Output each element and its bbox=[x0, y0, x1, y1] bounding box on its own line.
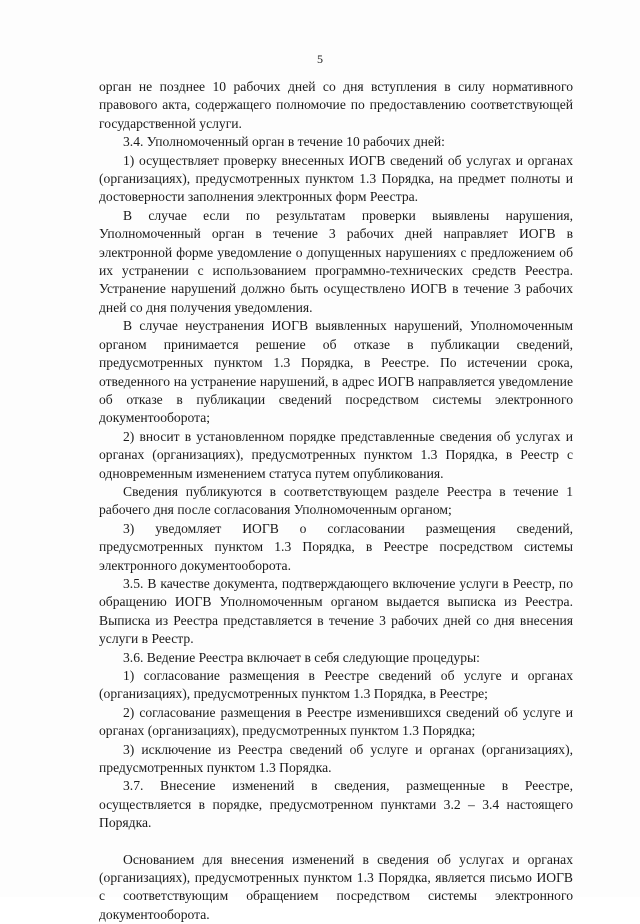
paragraph: В случае если по результатам проверки выявлены нарушения, Уполномоченный орган в течение 3 рабочих дней направляет ИОГВ в электронной форме уведомление о допущенных нарушениях с предложением об их устранении с использованием программно-технических средств Реестра. Устранение нарушений должно быть осуществлено ИОГВ в течение 3 рабочих дней со дня получения уведомления. bbox=[99, 207, 573, 315]
paragraph: 3.5. В качестве документа, подтверждающего включение услуги в Реестр, по обращению ИОГВ Уполномоченным органом выдается выписка из Реестра. Выписка из Реестра представляется в течение 3 рабочих дней со дня внесения услуги в Реестр. bbox=[99, 575, 573, 647]
document-body bbox=[99, 78, 573, 924]
paragraph: 3) исключение из Реестра сведений об услуге и органах (организациях), предусмотренных пунктом 1.3 Порядка. bbox=[99, 741, 573, 776]
paragraph: 1) осуществляет проверку внесенных ИОГВ сведений об услугах и органах (организациях), предусмотренных пунктом 1.3 Порядка, на предмет полноты и достоверности заполнения электронных форм Реестра. bbox=[99, 152, 573, 205]
paragraph: 3.6. Ведение Реестра включает в себя следующие процедуры: bbox=[123, 649, 480, 665]
paragraph: 2) согласование размещения в Реестре изменившихся сведений об услуге и органах (организациях), предусмотренных пунктом 1.3 Порядка; bbox=[99, 704, 573, 739]
paragraph: орган не позднее 10 рабочих дней со дня вступления в силу нормативного правового акта, содержащего полномочие по предоставлению соответствующей государственной услуги. bbox=[99, 79, 573, 131]
paragraph: Основанием для внесения изменений в сведения об услугах и органах (организациях), предусмотренных пунктом 1.3 Порядка, является письмо ИОГВ с соответствующим обращением посредством системы электронного документооборота. bbox=[99, 851, 573, 922]
paragraph: 3.4. Уполномоченный орган в течение 10 рабочих дней: bbox=[123, 134, 445, 150]
paragraph: 3.7. Внесение изменений в сведения, размещенные в Реестре, осуществляется в порядке, предусмотренном пунктами 3.2 – 3.4 настоящего Порядка. bbox=[99, 778, 573, 831]
paragraph: Сведения публикуются в соответствующем разделе Реестра в течение 1 рабочего дня после согласования Уполномоченным органом; bbox=[99, 483, 573, 518]
page-number: 5 bbox=[317, 52, 323, 66]
paragraph: 1) согласование размещения в Реестре сведений об услуге и органах (организациях), предусмотренных пунктом 1.3 Порядка, в Реестре; bbox=[99, 668, 573, 702]
paragraph: 2) вносит в установленном порядке представленные сведения об услугах и органах (организациях), предусмотренных пунктом 1.3 Порядка, в Реестр с одновременным изменением статуса путем опубликования. bbox=[99, 428, 573, 481]
paragraph: 3) уведомляет ИОГВ о согласовании размещения сведений, предусмотренных пунктом 1.3 Порядка, в Реестре посредством системы электронного документооборота. bbox=[99, 520, 573, 573]
paragraph: В случае неустранения ИОГВ выявленных нарушений, Уполномоченным органом принимается решение об отказе в публикации сведений, предусмотренных пунктом 1.3 Порядка, в Реестре. По истечении срока, отведенного на устранение нарушений, в адрес ИОГВ направляется уведомление об отказе в публикации сведений посредством системы электронного документооборота; bbox=[99, 318, 573, 426]
